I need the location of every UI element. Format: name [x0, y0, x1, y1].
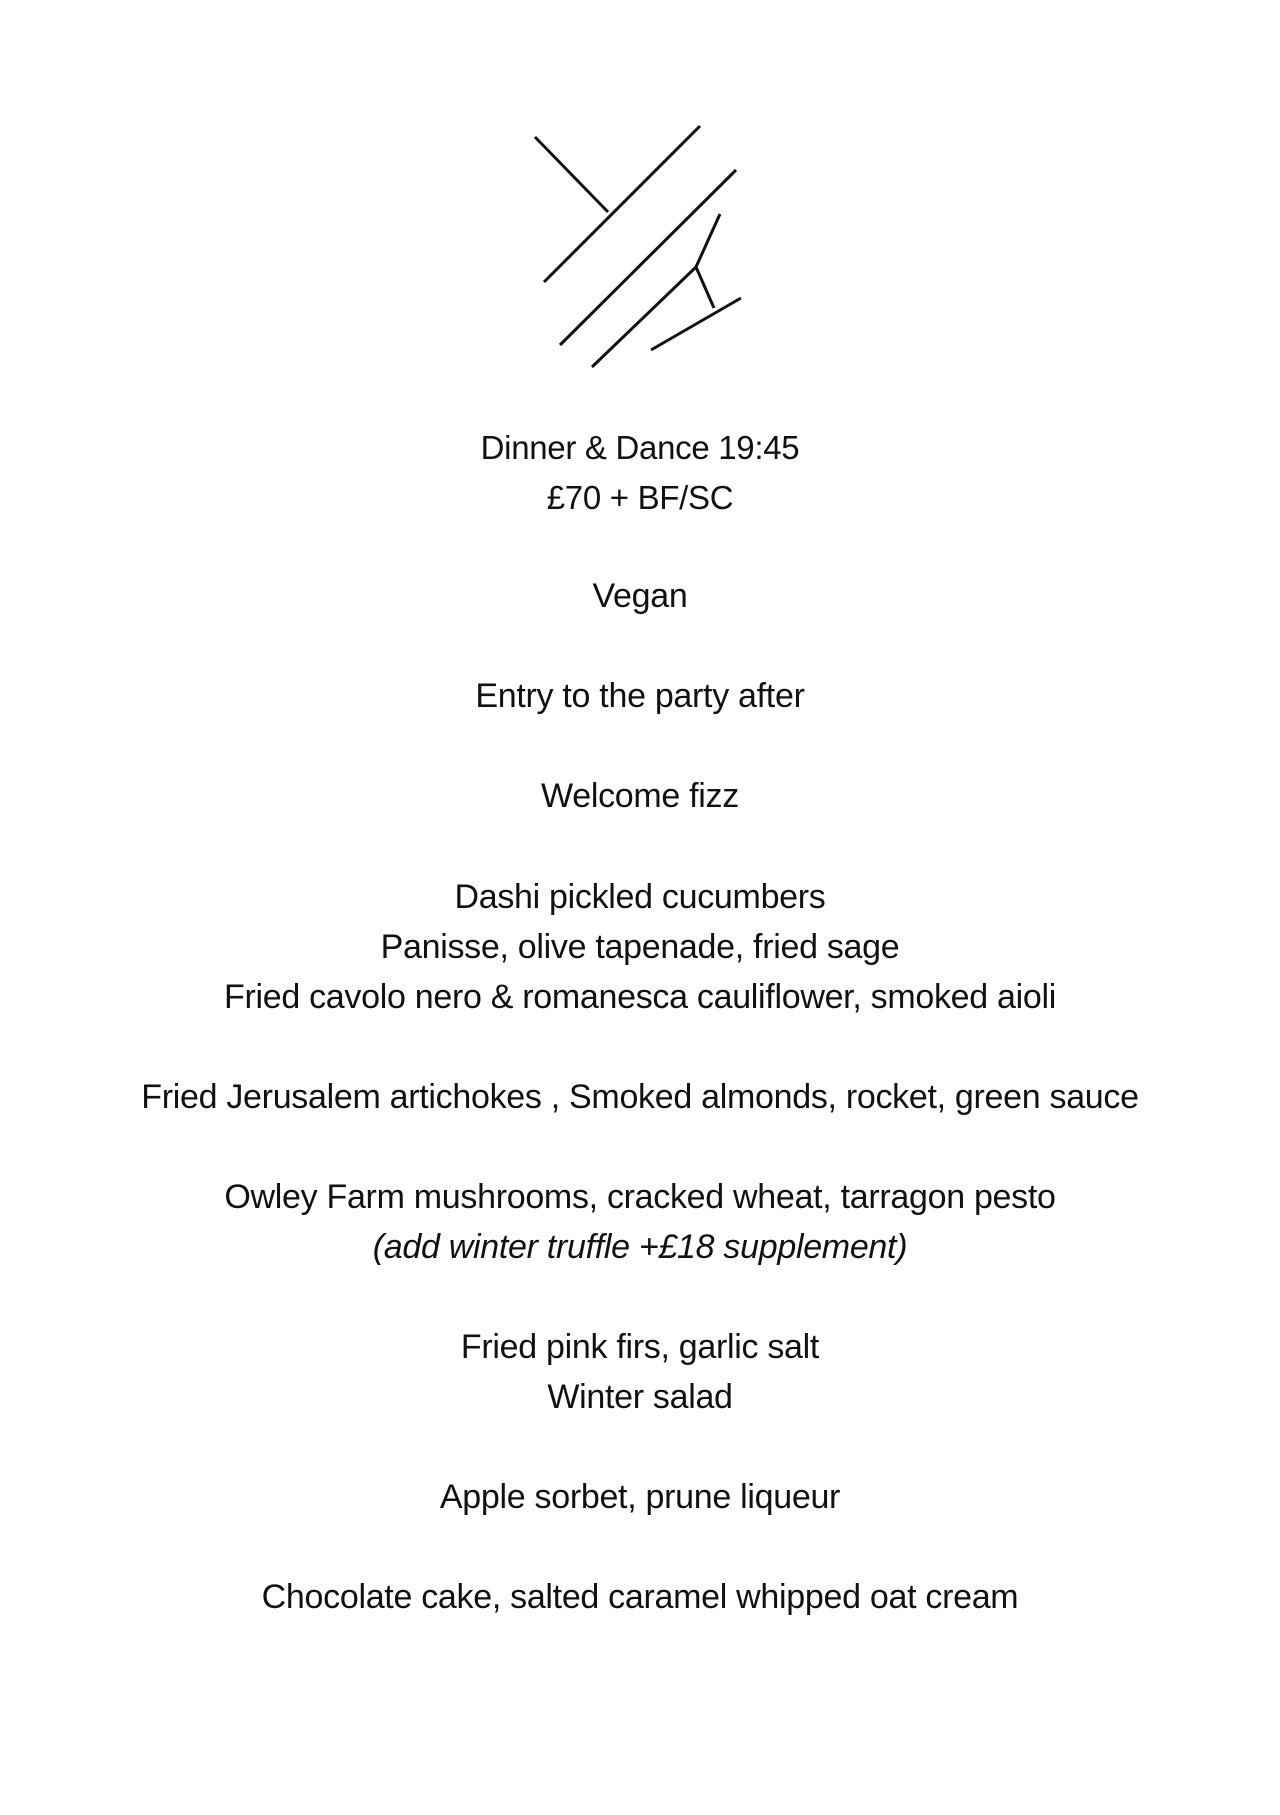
main-item: Owley Farm mushrooms, cracked wheat, tarragon pesto [224, 1178, 1056, 1216]
snack-item: Panisse, olive tapenade, fried sage [380, 928, 900, 966]
snack-item: Fried cavolo nero & romanesca cauliflower, smoked aioli [223, 978, 1056, 1016]
palate-cleanser: Apple sorbet, prune liqueur [439, 1478, 841, 1516]
welcome-drink: Welcome fizz [541, 777, 739, 815]
event-title: Dinner & Dance 19:45 [480, 429, 800, 466]
main-supplement: (add winter truffle +£18 supplement) [372, 1228, 908, 1266]
diet-label: Vegan [592, 577, 688, 615]
logo-icon [520, 120, 750, 380]
starter-item: Fried Jerusalem artichokes , Smoked almonds, rocket, green sauce [141, 1078, 1139, 1116]
event-price: £70 + BF/SC [546, 479, 734, 516]
snack-item: Dashi pickled cucumbers [454, 878, 826, 916]
entry-note: Entry to the party after [475, 677, 805, 715]
side-item: Winter salad [547, 1378, 733, 1416]
dessert-item: Chocolate cake, salted caramel whipped oat cream [261, 1578, 1019, 1616]
side-item: Fried pink firs, garlic salt [460, 1328, 820, 1366]
